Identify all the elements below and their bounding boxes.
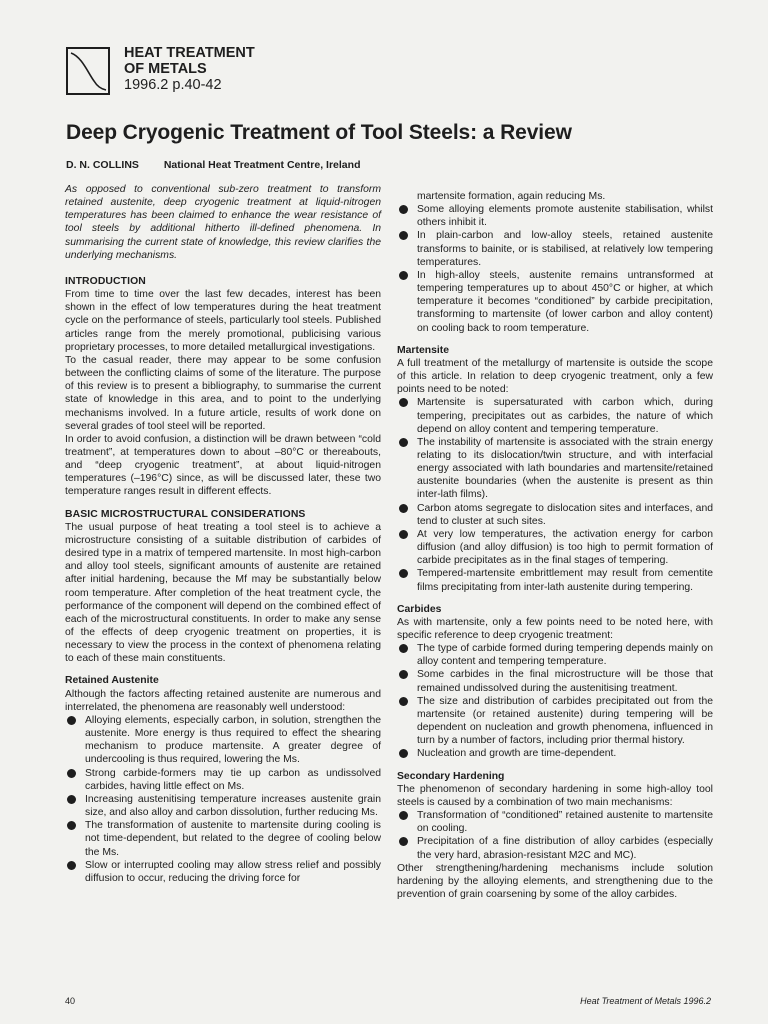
list-item — [65, 714, 381, 767]
list-item-text: Nucleation and growth are time-dependent. — [417, 748, 617, 760]
running-footer: Heat Treatment of Metals 1996.2 — [580, 996, 711, 1006]
journal-name-line1: HEAT TREATMENT — [124, 45, 255, 61]
bullet-icon — [67, 795, 76, 804]
bullet-icon — [399, 811, 408, 820]
bullet-icon — [67, 861, 76, 870]
subsection-heading-martensite: Martensite — [397, 344, 449, 356]
bullet-list — [397, 809, 713, 862]
bullet-icon — [399, 644, 408, 653]
list-item-text: The instability of martensite is associated with the strain energy relating to its dislocation/twin structure, and with interfacial energy associated with lath boundaries and martensite/retained austenite boundaries (when the austenite is present as thin inter-lath films). — [417, 436, 713, 501]
right-column — [397, 190, 713, 901]
bullet-icon — [399, 438, 408, 447]
bullet-icon — [399, 504, 408, 513]
page-number: 40 — [65, 996, 76, 1006]
byline — [66, 159, 360, 171]
bullet-icon — [399, 749, 408, 758]
subsection-heading-secondary-hardening: Secondary Hardening — [397, 770, 505, 782]
bullet-icon — [399, 569, 408, 578]
list-item — [397, 528, 713, 567]
continuation-text: martensite formation, again reducing Ms. — [417, 191, 606, 202]
journal-citation — [124, 45, 255, 93]
bullet-icon — [399, 670, 408, 679]
list-item — [397, 642, 713, 668]
list-item — [397, 396, 713, 435]
bullet-list — [397, 203, 713, 335]
bullet-list — [397, 396, 713, 593]
cooling-curve-icon — [68, 49, 108, 93]
list-item-text: At very low temperatures, the activation energy for carbon diffusion (and alloy diffusion) is too high to permit formation of carbide precipitates as in the final stages of tempering. — [417, 528, 713, 567]
list-item — [397, 269, 713, 335]
bullet-icon — [67, 821, 76, 830]
section-heading-basic: BASIC MICROSTRUCTURAL CONSIDERATIONS — [65, 508, 306, 520]
paragraph: Although the factors affecting retained austenite are numerous and interrelated, the phenomena are reasonably well understood: — [65, 688, 381, 713]
paragraph: As with martensite, only a few points need to be noted here, with specific reference to deep cryogenic treatment: — [397, 616, 713, 641]
list-item — [397, 436, 713, 502]
subsection-heading-carbides: Carbides — [397, 603, 442, 615]
list-item-text: Slow or interrupted cooling may allow stress relief and possibly diffusion to occur, reducing the driving force for — [85, 859, 381, 884]
list-item-text: Transformation of “conditioned” retained austenite to martensite on cooling. — [417, 810, 713, 835]
bullet-icon — [399, 231, 408, 240]
paragraph: To the casual reader, there may appear to be some confusion between the conflicting claims of some of the literature. The purpose of this review is to present a bibliography, to summarise the current state of knowledge in this area, and to point to the underlying mechanisms involved. In a future article, results of work done on several grades of tool steel will be reported. — [65, 354, 381, 432]
journal-logo — [66, 47, 110, 95]
list-item-text: Some alloying elements promote austenite stabilisation, whilst others inhibit it. — [417, 204, 713, 229]
list-item — [65, 859, 381, 885]
affiliation: National Heat Treatment Centre, Ireland — [163, 159, 361, 171]
list-item-text: Some carbides in the final microstructure will be those that remained undissolved during the austenitising treatment. — [417, 669, 713, 694]
bullet-icon — [67, 769, 76, 778]
bullet-icon — [399, 398, 408, 407]
section-heading-introduction: INTRODUCTION — [65, 275, 146, 287]
paragraph: From time to time over the last few decades, interest has been shown in the effect of low temperatures during the heat treatment cycle on the performance of steels, particularly tool steels. Published articles range from the merely promotional, publicising various proprietary processes, to more detailed metallurgical investigations. — [65, 289, 381, 353]
bullet-icon — [399, 530, 408, 539]
list-item-text: The transformation of austenite to martensite during cooling is not time-dependent, but related to the degree of cooling below the Ms. — [85, 820, 381, 858]
list-item-text: The size and distribution of carbides precipitated out from the martensite (or retained austenite) during tempering will be dependent on nucleation and growth phenomena, influenced in turn by a number of factors, including prior thermal history. — [417, 695, 713, 747]
bullet-list — [397, 642, 713, 760]
abstract: As opposed to conventional sub-zero treatment to transform retained austenite, deep cryogenic treatment at liquid-nitrogen temperatures has been claimed to enhance the wear resistance of tool steels by additional hitherto ill-defined phenomena. In summarising the current state of knowledge, this review clarifies the underlying mechanisms. — [65, 184, 381, 261]
list-item — [397, 502, 713, 528]
list-item-text: The type of carbide formed during tempering depends mainly on alloy content and tempering temperature. — [417, 643, 713, 668]
list-item — [397, 809, 713, 835]
list-item-text: In high-alloy steels, austenite remains untransformed at tempering temperatures up to about 450°C or higher, at which temperature it becomes “conditioned” by carbide precipitation, transforming to martensite (of lower carbon and alloy content) on cooling back to room temperature. — [417, 269, 713, 334]
bullet-icon — [399, 205, 408, 214]
paragraph: In order to avoid confusion, a distinction will be drawn between “cold treatment”, at temperatures down to about –80°C or thereabouts, and “deep cryogenic treatment”, at about liquid-nitrogen temperatures (–196°C) since, as will be discussed later, these two temperature ranges result in different effects. — [65, 433, 381, 498]
subsection-heading-retained-austenite: Retained Austenite — [65, 675, 159, 687]
list-item — [65, 793, 381, 819]
bullet-icon — [399, 837, 408, 846]
left-column — [65, 183, 381, 885]
list-item — [397, 229, 713, 268]
list-item-text: Carbon atoms segregate to dislocation sites and interfaces, and tend to cluster at such sites. — [417, 502, 713, 527]
list-item-text: Martensite is supersaturated with carbon which, during tempering, precipitates out as carbides, the nature of which depend on alloy content and tempering temperature. — [417, 397, 713, 435]
bullet-list — [65, 714, 381, 885]
bullet-icon — [399, 271, 408, 280]
bullet-icon — [67, 716, 76, 725]
list-item — [397, 567, 713, 593]
list-item — [65, 767, 381, 793]
list-item-text: Strong carbide-formers may tie up carbon as undissolved carbides, having little effect on Ms. — [85, 767, 381, 792]
list-item — [397, 835, 713, 861]
list-item-text: In plain-carbon and low-alloy steels, retained austenite transforms to bainite, or is stabilised, at relatively low tempering temperatures. — [417, 230, 713, 268]
list-item-text: Alloying elements, especially carbon, in solution, strengthen the austenite. More energy is thus required to effect the shearing mechanism to produce martensite. A greater degree of undercooling is thus required, lowering the Ms. — [85, 714, 381, 766]
bullet-icon — [399, 697, 408, 706]
paragraph: A full treatment of the metallurgy of martensite is outside the scope of this article. In relation to deep cryogenic treatment, only a few points need to be noted: — [397, 357, 713, 396]
journal-issue: 1996.2 p.40-42 — [124, 77, 222, 93]
journal-name-line2: OF METALS — [124, 61, 207, 77]
list-item — [397, 747, 713, 760]
list-item — [397, 668, 713, 694]
list-item — [65, 819, 381, 858]
article-title: Deep Cryogenic Treatment of Tool Steels: a Review — [66, 121, 572, 144]
list-item — [397, 695, 713, 748]
paragraph: The phenomenon of secondary hardening in some high-alloy tool steels is caused by a combination of two main mechanisms: — [397, 783, 713, 808]
list-item-text: Tempered-martensite embrittlement may result from cementite films precipitating from inter-lath austenite during tempering. — [417, 568, 713, 593]
author: D. N. COLLINS — [66, 159, 139, 171]
list-item-text: Increasing austenitising temperature increases austenite grain size, and also alloy and carbon dissolution, further reducing Ms. — [85, 793, 381, 819]
list-item — [397, 203, 713, 229]
paragraph: Other strengthening/hardening mechanisms include solution hardening by the alloying elements, and strengthening due to the prevention of grain coarsening by some of the alloy carbides. — [397, 862, 713, 900]
paragraph: The usual purpose of heat treating a tool steel is to achieve a microstructure consisting of a suitable distribution of carbides of desired type in a matrix of tempered martensite. In most high-carbon and alloy tool steels, significant amounts of austenite are retained after initial hardening, because the Mf may be substantially below room temperature. After completion of the heat treatment cycle, the performance of the component will depend on the combined effect of each of the microstructural constituents. In order to make any sense of the effects of deep cryogenic treatment on properties, it is necessary to view the process in the context of phenomena relating to each of these main constituents. — [65, 521, 381, 665]
list-item-text: Precipitation of a fine distribution of alloy carbides (especially the very hard, abrasion-resistant M2C and MC). — [417, 836, 713, 861]
